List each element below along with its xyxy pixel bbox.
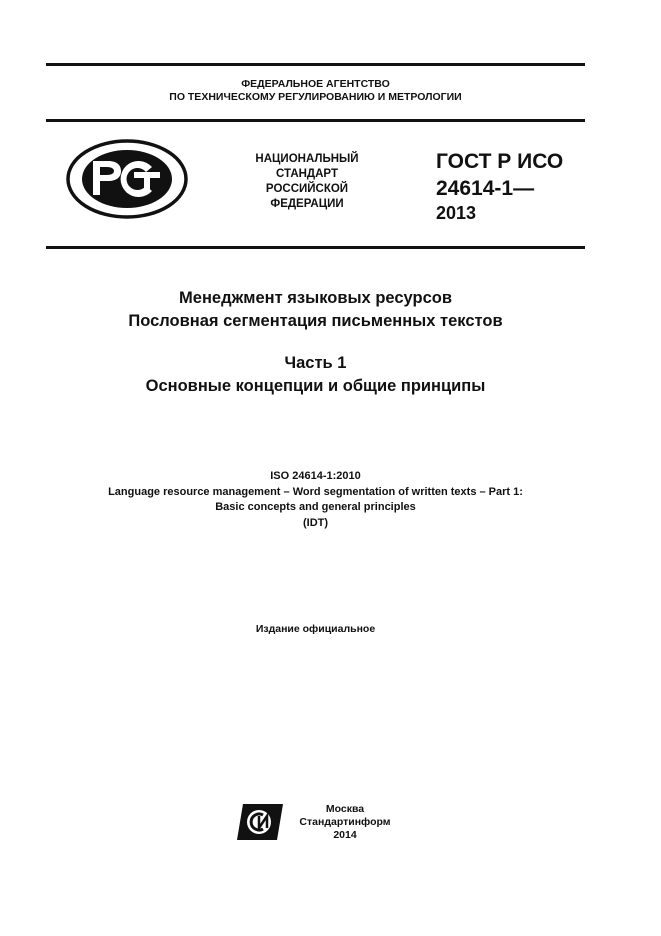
national-standard-line-3: РОССИЙСКОЙ — [265, 183, 349, 195]
part-number: Часть 1 — [284, 354, 347, 372]
national-standard-line-2: СТАНДАРТ — [276, 168, 338, 180]
document-title — [46, 287, 585, 398]
agency-header — [46, 78, 585, 104]
national-standard-line-4: ФЕДЕРАЦИИ — [270, 198, 344, 210]
bottom-rule — [46, 246, 585, 249]
standard-designation — [436, 148, 563, 224]
iso-reference — [30, 469, 601, 531]
designation-line-1: ГОСТ Р ИСО — [436, 150, 564, 173]
iso-idt: (IDT) — [302, 516, 329, 529]
publisher-block — [290, 803, 400, 842]
iso-title-line-1: Language resource management – Word segmentation of written texts – Part 1: — [108, 485, 523, 498]
agency-line-1: ФЕДЕРАЛЬНОЕ АГЕНТСТВО — [241, 78, 390, 90]
agency-line-2: ПО ТЕХНИЧЕСКОМУ РЕГУЛИРОВАНИЮ И МЕТРОЛОГИИ — [169, 91, 462, 103]
top-rule — [46, 63, 585, 66]
title-line-2: Пословная сегментация письменных текстов — [128, 312, 503, 330]
middle-rule — [46, 119, 585, 122]
publisher-name: Стандартинформ — [299, 816, 391, 828]
iso-title-line-2: Basic concepts and general principles — [215, 501, 416, 513]
gost-r-logo-icon — [66, 139, 188, 219]
publisher-year: 2014 — [333, 829, 357, 841]
standartinform-logo-icon — [237, 804, 283, 840]
iso-number: ISO 24614-1:2010 — [270, 470, 361, 482]
national-standard-line-1: НАЦИОНАЛЬНЫЙ — [255, 153, 359, 165]
national-standard-label — [232, 152, 382, 212]
title-line-1: Менеджмент языковых ресурсов — [179, 289, 452, 307]
edition-label: Издание официальное — [255, 623, 376, 635]
part-title: Основные концепции и общие принципы — [145, 377, 486, 395]
designation-year: 2013 — [436, 203, 477, 223]
publisher-city: Москва — [325, 803, 365, 815]
designation-line-2: 24614-1— — [436, 177, 535, 200]
